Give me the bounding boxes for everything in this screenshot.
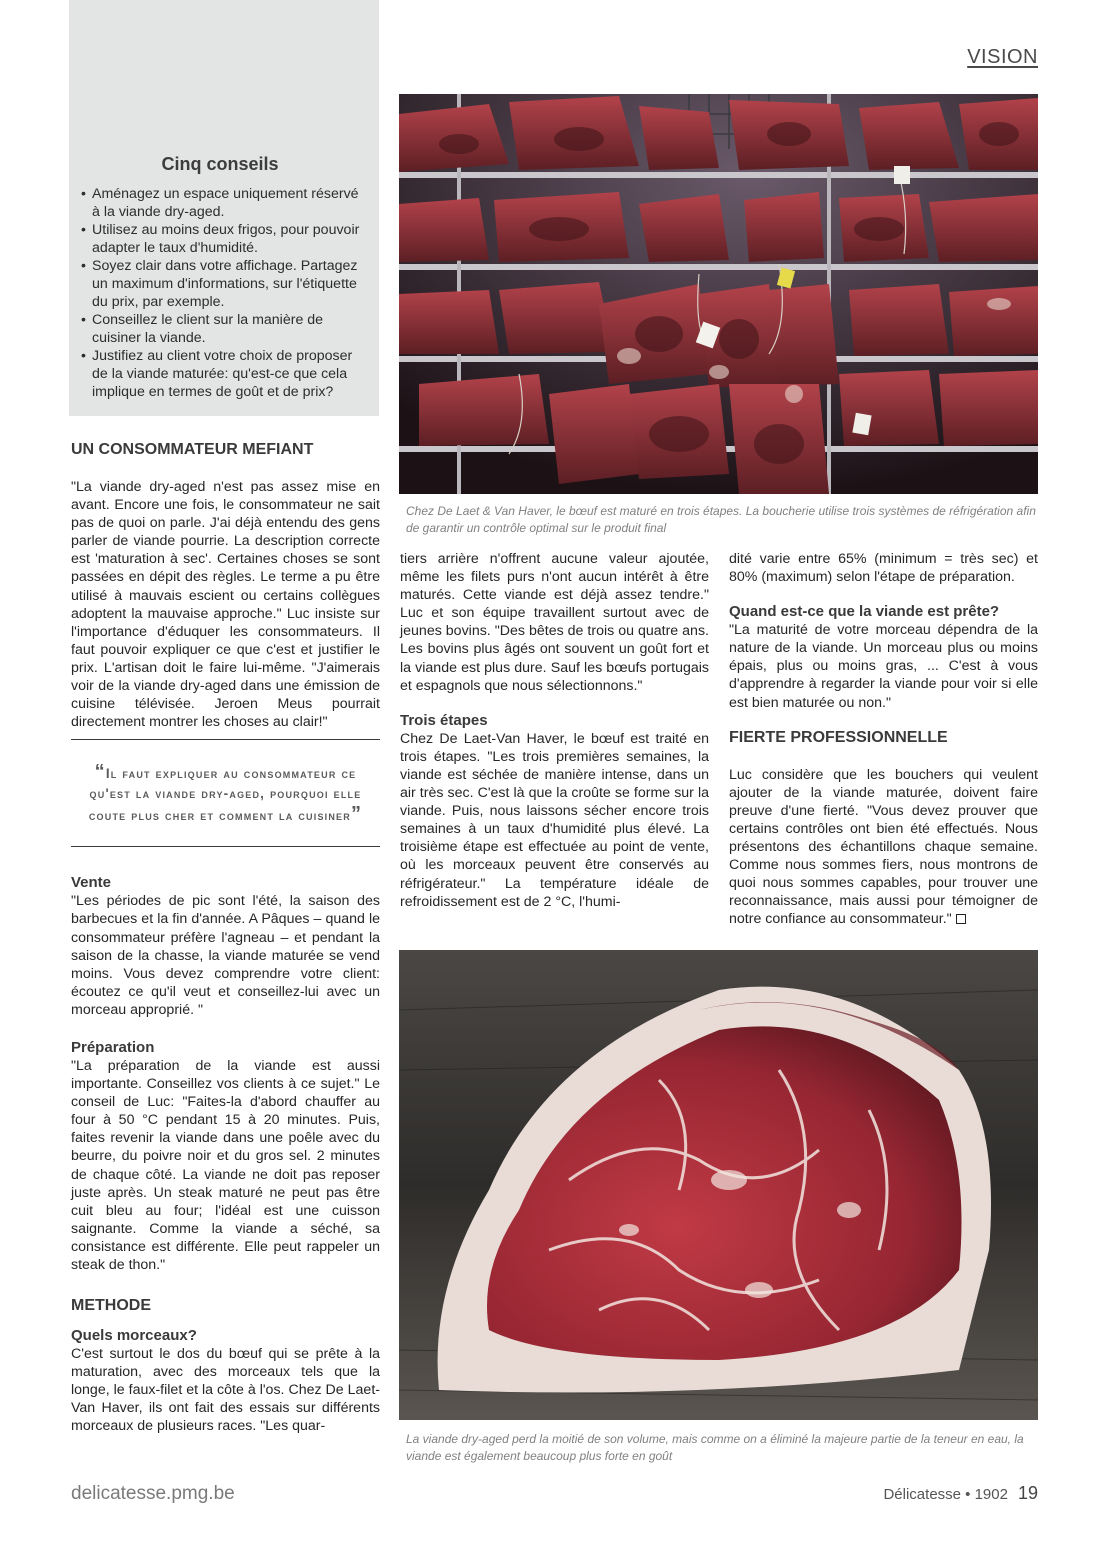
subheading-preparation: Préparation xyxy=(71,1038,155,1056)
photo-caption: La viande dry-aged perd la moitié de son volume, mais comme on a éliminé la majeure partie de la teneur en eau, la viande est également beaucoup plus forte en goût xyxy=(406,1432,1024,1463)
list-item: • Justifiez au client votre choix de proposer de la viande maturée: qu'est-ce que cela implique en termes de goût et de prix? xyxy=(79,347,361,401)
subheading-vente: Vente xyxy=(71,874,112,892)
section-heading-methode: METHODE xyxy=(71,1297,151,1315)
section-label: VISION xyxy=(967,46,1038,68)
page-number: 19 xyxy=(1017,1483,1038,1503)
ribeye-illustration xyxy=(399,950,1038,1420)
subheading-trois-etapes: Trois étapes xyxy=(400,711,488,729)
tips-sidebar xyxy=(69,0,379,416)
article-column-3 xyxy=(729,550,1038,929)
end-mark-icon xyxy=(956,914,966,924)
list-item: • Conseillez le client sur la manière de cuisiner la viande. xyxy=(79,311,361,347)
subheading-quand-prete: Quand est-ce que la viande est prête? xyxy=(729,603,1000,621)
prete-paragraph: "La maturité de votre morceau dépendra de la nature de la viande. Un morceau plus ou moins épais, plus ou moins gras, ... C'est à vous d'apprendre à regarder la viande pour voir si elle est bien maturée ou non." xyxy=(729,622,1038,711)
photo-caption: Chez De Laet & Van Haver, le bœuf est maturé en trois étapes. La boucherie utilise trois systèmes de réfrigération afin de garantir un contrôle optimal sur le produit final xyxy=(406,504,1036,535)
fierte-text: Luc considère que les bouchers qui veulent ajouter de la viande maturée, doivent faire preuve d'une fierté. "Vous devez prouver que certains contrôles ont bien été effectués. Nous présentons des échantillons chaque semaine. Comme nous sommes fiers, nous montrons de quoi nous sommes capables, pour trouver une reconnaissance, mais aussi pour témoigner de notre confiance au consommateur." xyxy=(729,766,1038,928)
subheading-morceaux: Quels morceaux? xyxy=(71,1327,197,1345)
aging-room-illustration xyxy=(399,94,1038,494)
etapes-paragraph: Chez De Laet-Van Haver, le bœuf est traité en trois étapes. "Les trois premières semaines, la viande est séchée de manière intense, dans un air très sec. C'est là que la croûte se forme sur la viande. Puis, nous laissons sécher encore trois semaines à un taux d'humidité plus élevé. La troisième étape est effectuée au point de vente, où les morceaux peuvent être conservés au réfrigérateur." La température idéale de refroidissement est de 2 °C, l'humi- xyxy=(400,730,709,910)
list-item: • Aménagez un espace uniquement réservé à la viande dry-aged. xyxy=(79,185,361,221)
section-heading-fierte: FIERTE PROFESSIONNELLE xyxy=(729,728,948,746)
sidebar-title: Cinq conseils xyxy=(161,154,279,174)
list-item: • Soyez clair dans votre affichage. Partagez un maximum d'informations, sur l'étiquette du prix, par exemple. xyxy=(79,257,361,311)
column-2-paragraph: tiers arrière n'offrent aucune valeur ajoutée, même les filets purs n'ont aucun intérêt à être maturés. Cette viande est déjà assez tendre." Luc et son équipe travaillent surtout avec de jeunes bovins. "Des bêtes de trois ou quatre ans. Les bovins plus âgés ont souvent un goût fort et la viande est plus dure. Sauf les bœufs portugais et espagnols que nous sélectionnons." xyxy=(400,551,709,694)
column-3-paragraph: dité varie entre 65% (minimum = très sec) et 80% (maximum) selon l'étape de préparation. xyxy=(729,551,1038,586)
magazine-issue: Délicatesse • 1902 xyxy=(883,1486,1008,1503)
footer-magazine xyxy=(883,1483,1038,1504)
footer-url[interactable]: delicatesse.pmg.be xyxy=(71,1483,235,1504)
intro-paragraph: "La viande dry-aged n'est pas assez mise en avant. Encore une fois, le consommateur ne sait pas de quoi on parle. J'ai déjà entendu des gens parler de viande pourrie. La description correcte est 'maturation à sec'. Certaines choses se sont passées en dépit des règles. Le terme a pu être utilisé à mauvais escient ou certains collègues adoptent la mauvaise approche." Luc insiste sur l'importance d'éduquer les consommateurs. Il faut pouvoir expliquer ce que c'est et justifier le prix. L'artisan doit le faire lui-même. "J'aimerais voir de la viande dry-aged dans une émission de cuisine télévisée. Jeroen Meus pourrait directement montrer les choses au clair!" xyxy=(71,479,380,731)
photo-aging-room xyxy=(399,94,1038,494)
preparation-paragraph: "La préparation de la viande est aussi importante. Conseillez vos clients à ce sujet." Le conseil de Luc: "Faites-la d'abord chauffer au four à 50 °C pendant 15 à 20 minutes. Puis, faites revenir la viande dans une poêle avec du beurre, du poivre noir et du gros sel. 2 minutes de chaque côté. La viande ne doit pas reposer juste après. Un steak maturé ne peut pas être cuit bleu au four; l'idéal est une cuisson saignante. Comme la viande a séché, sa consistance est différente. Elle peut rappeler un steak de thon." xyxy=(71,1057,380,1273)
close-quote-mark: ” xyxy=(350,803,363,826)
pull-quote xyxy=(71,740,380,846)
list-item: • Utilisez au moins deux frigos, pour pouvoir adapter le taux d'humidité. xyxy=(79,221,361,257)
morceaux-paragraph: C'est surtout le dos du bœuf qui se prête à la maturation, avec des morceaux tels que la longe, le faux-filet et la côte à l'os. Chez De Laet-Van Haver, ils ont fait des essais sur différents morceaux de plusieurs races. "Les quar- xyxy=(71,1346,380,1435)
article-column-2 xyxy=(400,550,709,911)
divider xyxy=(71,846,380,847)
article-column-1 xyxy=(71,440,380,1436)
pull-quote-text: Il faut expliquer au consommateur ce qu'est la viande dry-aged, pourquoi elle coute plus cher et comment la cuisiner xyxy=(88,766,362,824)
fierte-paragraph xyxy=(729,766,1038,929)
tips-list xyxy=(79,185,361,401)
open-quote-mark: “ xyxy=(94,761,106,784)
section-heading-consommateur: UN CONSOMMATEUR MEFIANT xyxy=(71,441,314,458)
photo-ribeye xyxy=(399,950,1038,1420)
vente-paragraph: "Les périodes de pic sont l'été, la saison des barbecues et la fin d'année. A Pâques – quand le consommateur préfère l'agneau – et pendant la saison de la chasse, la viande maturée se vend moins. Vous devez comprendre votre client: écoutez ce qu'il veut et conseillez-lui avec un morceau approprié. " xyxy=(71,893,380,1018)
